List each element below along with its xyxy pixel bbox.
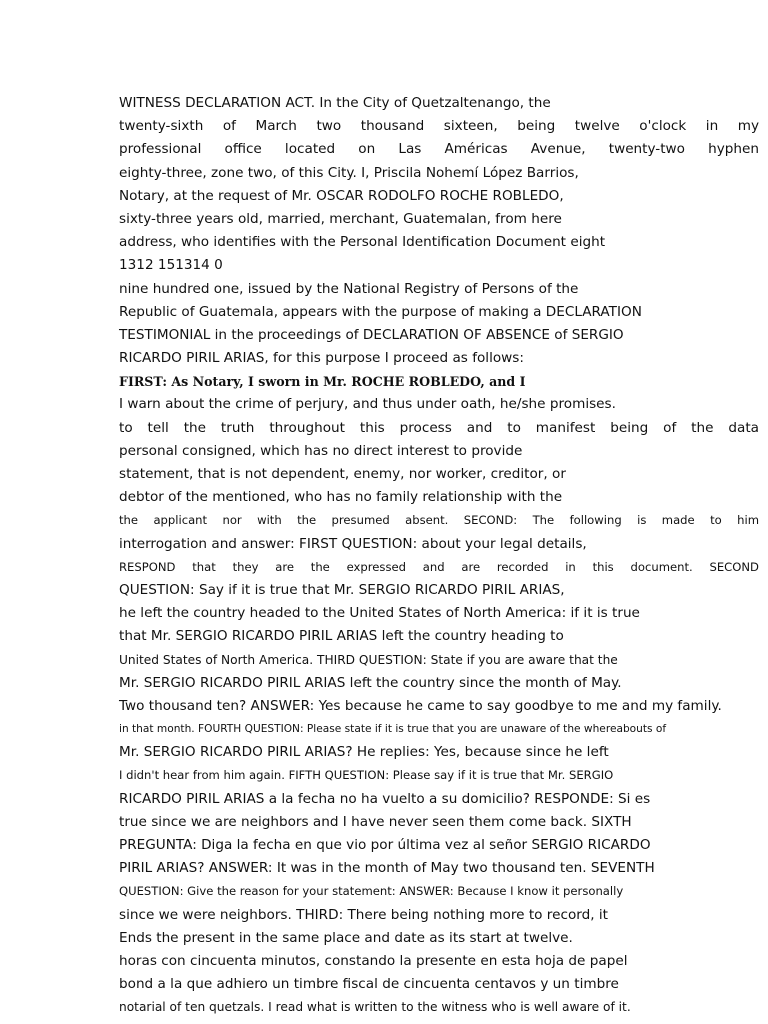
text-line-4: eighty-three, zone two, of this City. I, Priscila Nohemí López Barrios,	[119, 164, 579, 181]
text-line-40: notarial of ten quetzals. I read what is written to the witness who is well aware of it.	[119, 1000, 631, 1015]
text-line-8: 1312 151314 0	[119, 257, 223, 274]
text-line-6: sixty-three years old, married, merchant, Guatemalan, from here	[119, 210, 562, 227]
text-line-17: statement, that is not dependent, enemy, nor worker, creditor, or	[119, 466, 566, 482]
text-line-38: horas con cincuenta minutos, constando la presente en esta hoja de papel	[119, 952, 628, 969]
text-line-20: interrogation and answer: FIRST QUESTION: about your legal details,	[119, 535, 587, 552]
text-line-16: personal consigned, which has no direct interest to provide	[119, 442, 523, 459]
text-line-36: since we were neighbors. THIRD: There being nothing more to record, it	[119, 906, 608, 923]
text-line-39: bond a la que adhiero un timbre fiscal de cincuenta centavos y un timbre	[119, 976, 619, 993]
text-line-30: I didn't hear from him again. FIFTH QUESTION: Please say if it is true that Mr. SERGIO	[119, 768, 614, 783]
text-line-37: Ends the present in the same place and date as its start at twelve.	[119, 929, 573, 946]
text-line-7: address, who identifies with the Personal Identification Document eight	[119, 234, 606, 251]
text-line-18: debtor of the mentioned, who has no family relationship with the	[119, 489, 563, 506]
text-line-13: FIRST: As Notary, I sworn in Mr. ROCHE ROBLEDO, and I	[119, 374, 526, 390]
text-line-28: in that month. FOURTH QUESTION: Please state if it is true that you are unaware of the whereabouts of	[119, 723, 667, 736]
text-line-23: he left the country headed to the United States of North America: if it is true	[119, 605, 640, 622]
text-line-2: twenty-sixth of March two thousand sixteen, being twelve o'clock in my	[119, 118, 759, 135]
text-line-22: QUESTION: Say if it is true that Mr. SERGIO RICARDO PIRIL ARIAS,	[119, 581, 565, 598]
text-line-14: I warn about the crime of perjury, and thus under oath, he/she promises.	[119, 396, 616, 413]
text-line-26: Mr. SERGIO RICARDO PIRIL ARIAS left the country since the month of May.	[119, 674, 622, 691]
text-line-5: Notary, at the request of Mr. OSCAR RODOLFO ROCHE ROBLEDO,	[119, 187, 564, 204]
text-line-21: RESPOND that they are the expressed and are recorded in this document. SECOND	[119, 559, 759, 574]
text-line-12: RICARDO PIRIL ARIAS, for this purpose I proceed as follows:	[119, 350, 524, 367]
text-line-24: that Mr. SERGIO RICARDO PIRIL ARIAS left the country heading to	[119, 628, 564, 645]
text-line-3: professional office located on Las Américas Avenue, twenty-two hyphen	[119, 141, 759, 158]
text-line-29: Mr. SERGIO RICARDO PIRIL ARIAS? He replies: Yes, because since he left	[119, 744, 609, 761]
text-line-32: true since we are neighbors and I have never seen them come back. SIXTH	[119, 813, 632, 830]
text-line-31: RICARDO PIRIL ARIAS a la fecha no ha vuelto a su domicilio? RESPONDE: Si es	[119, 790, 651, 807]
text-line-35: QUESTION: Give the reason for your statement: ANSWER: Because I know it personally	[119, 884, 624, 899]
text-line-9: nine hundred one, issued by the National Registry of Persons of the	[119, 280, 579, 297]
text-line-1: WITNESS DECLARATION ACT. In the City of Quetzaltenango, the	[119, 95, 551, 111]
text-line-19: the applicant nor with the presumed absent. SECOND: The following is made to him	[119, 513, 759, 528]
text-line-25: United States of North America. THIRD QUESTION: State if you are aware that the	[119, 652, 618, 667]
text-line-10: Republic of Guatemala, appears with the purpose of making a DECLARATION	[119, 303, 642, 320]
text-line-33: PREGUNTA: Diga la fecha en que vio por última vez al señor SERGIO RICARDO	[119, 837, 651, 853]
text-line-11: TESTIMONIAL in the proceedings of DECLARATION OF ABSENCE of SERGIO	[119, 326, 624, 343]
text-line-15: to tell the truth throughout this process and to manifest being of the data	[119, 419, 759, 436]
declaration-text	[119, 92, 759, 1020]
text-line-27: Two thousand ten? ANSWER: Yes because he came to say goodbye to me and my family.	[119, 697, 722, 714]
text-line-34: PIRIL ARIAS? ANSWER: It was in the month of May two thousand ten. SEVENTH	[119, 860, 655, 877]
